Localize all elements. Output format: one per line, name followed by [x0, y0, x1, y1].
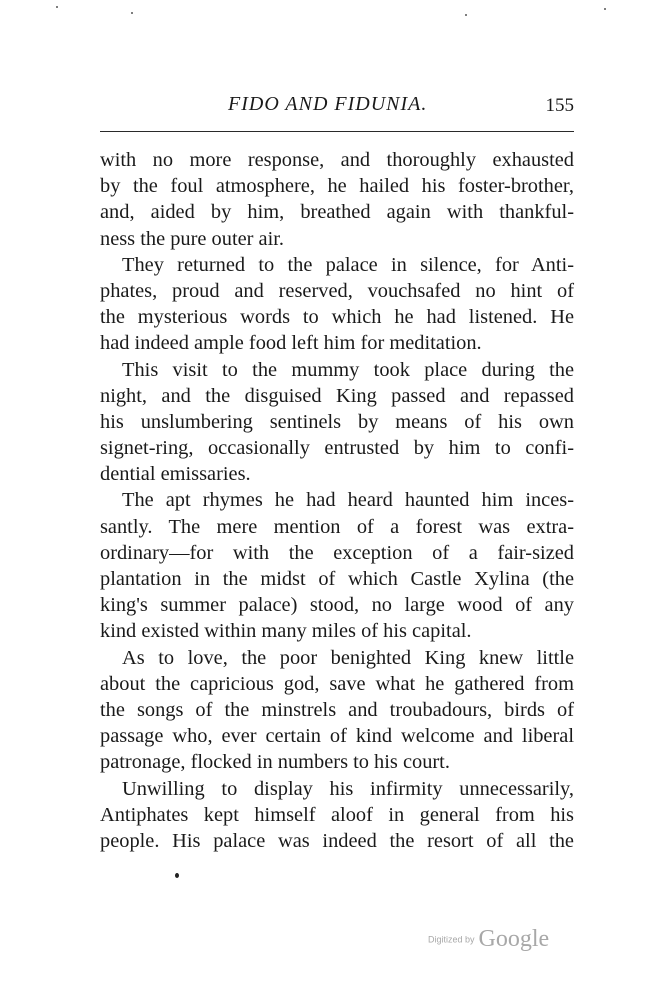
text-line: his unslumbering sentinels by means of his own [100, 410, 574, 433]
running-title: FIDO AND FIDUNIA. [228, 93, 428, 115]
text-line: plantation in the midst of which Castle Xylina (the [100, 568, 574, 590]
text-line: signet-ring, occasionally entrusted by him to confi- [100, 437, 574, 460]
text-line: people. His palace was indeed the resort of all the [100, 829, 574, 852]
ink-speck [465, 14, 467, 16]
paragraph [100, 357, 574, 488]
paragraph [100, 147, 574, 252]
text-line: phates, proud and reserved, vouchsafed no hint of [100, 279, 574, 302]
text-line: dential emissaries. [100, 463, 251, 486]
text-line: This visit to the mummy took place during the [122, 358, 574, 381]
digitized-watermark [428, 926, 549, 953]
text-line: and, aided by him, breathed again with thankful- [100, 201, 574, 224]
text-line: ordinary—for with the exception of a fair-sized [100, 541, 574, 564]
text-line: passage who, ever certain of kind welcome and liberal [100, 725, 574, 748]
text-line: Antiphates kept himself aloof in general from his [100, 803, 574, 826]
body-text [100, 147, 574, 854]
header-rule [100, 131, 574, 132]
paragraph [100, 487, 574, 644]
paragraph [100, 776, 574, 855]
ink-speck [604, 8, 606, 10]
google-logo: Google [478, 926, 550, 952]
page-number: 155 [545, 95, 574, 116]
text-line: santly. The mere mention of a forest was extra- [100, 515, 574, 538]
text-line: the songs of the minstrels and troubadours, birds of [100, 698, 574, 721]
text-line: The apt rhymes he had heard haunted him inces- [122, 489, 574, 512]
text-line: with no more response, and thoroughly exhausted [100, 149, 574, 171]
text-line: about the capricious god, save what he gathered from [100, 672, 574, 695]
text-line: by the foul atmosphere, he hailed his foster-brother, [100, 175, 574, 198]
text-line: had indeed ample food left him for meditation. [100, 332, 482, 355]
page-header [100, 93, 574, 123]
ink-speck [175, 873, 179, 878]
text-line: patronage, flocked in numbers to his court. [100, 751, 450, 774]
text-line: Unwilling to display his infirmity unnecessarily, [122, 777, 574, 800]
text-line: night, and the disguised King passed and repassed [100, 384, 574, 407]
text-line: the mysterious words to which he had listened. He [100, 306, 574, 329]
text-line: They returned to the palace in silence, for Anti- [122, 253, 574, 276]
text-line: As to love, the poor benighted King knew little [122, 646, 574, 669]
text-line: ness the pure outer air. [100, 227, 285, 250]
text-line: king's summer palace) stood, no large wood of any [100, 594, 574, 617]
text-line: kind existed within many miles of his capital. [100, 620, 472, 643]
paragraph [100, 252, 574, 357]
watermark-prefix: Digitized by [428, 934, 475, 945]
ink-speck [56, 6, 58, 8]
ink-speck [131, 12, 133, 14]
paragraph [100, 645, 574, 776]
